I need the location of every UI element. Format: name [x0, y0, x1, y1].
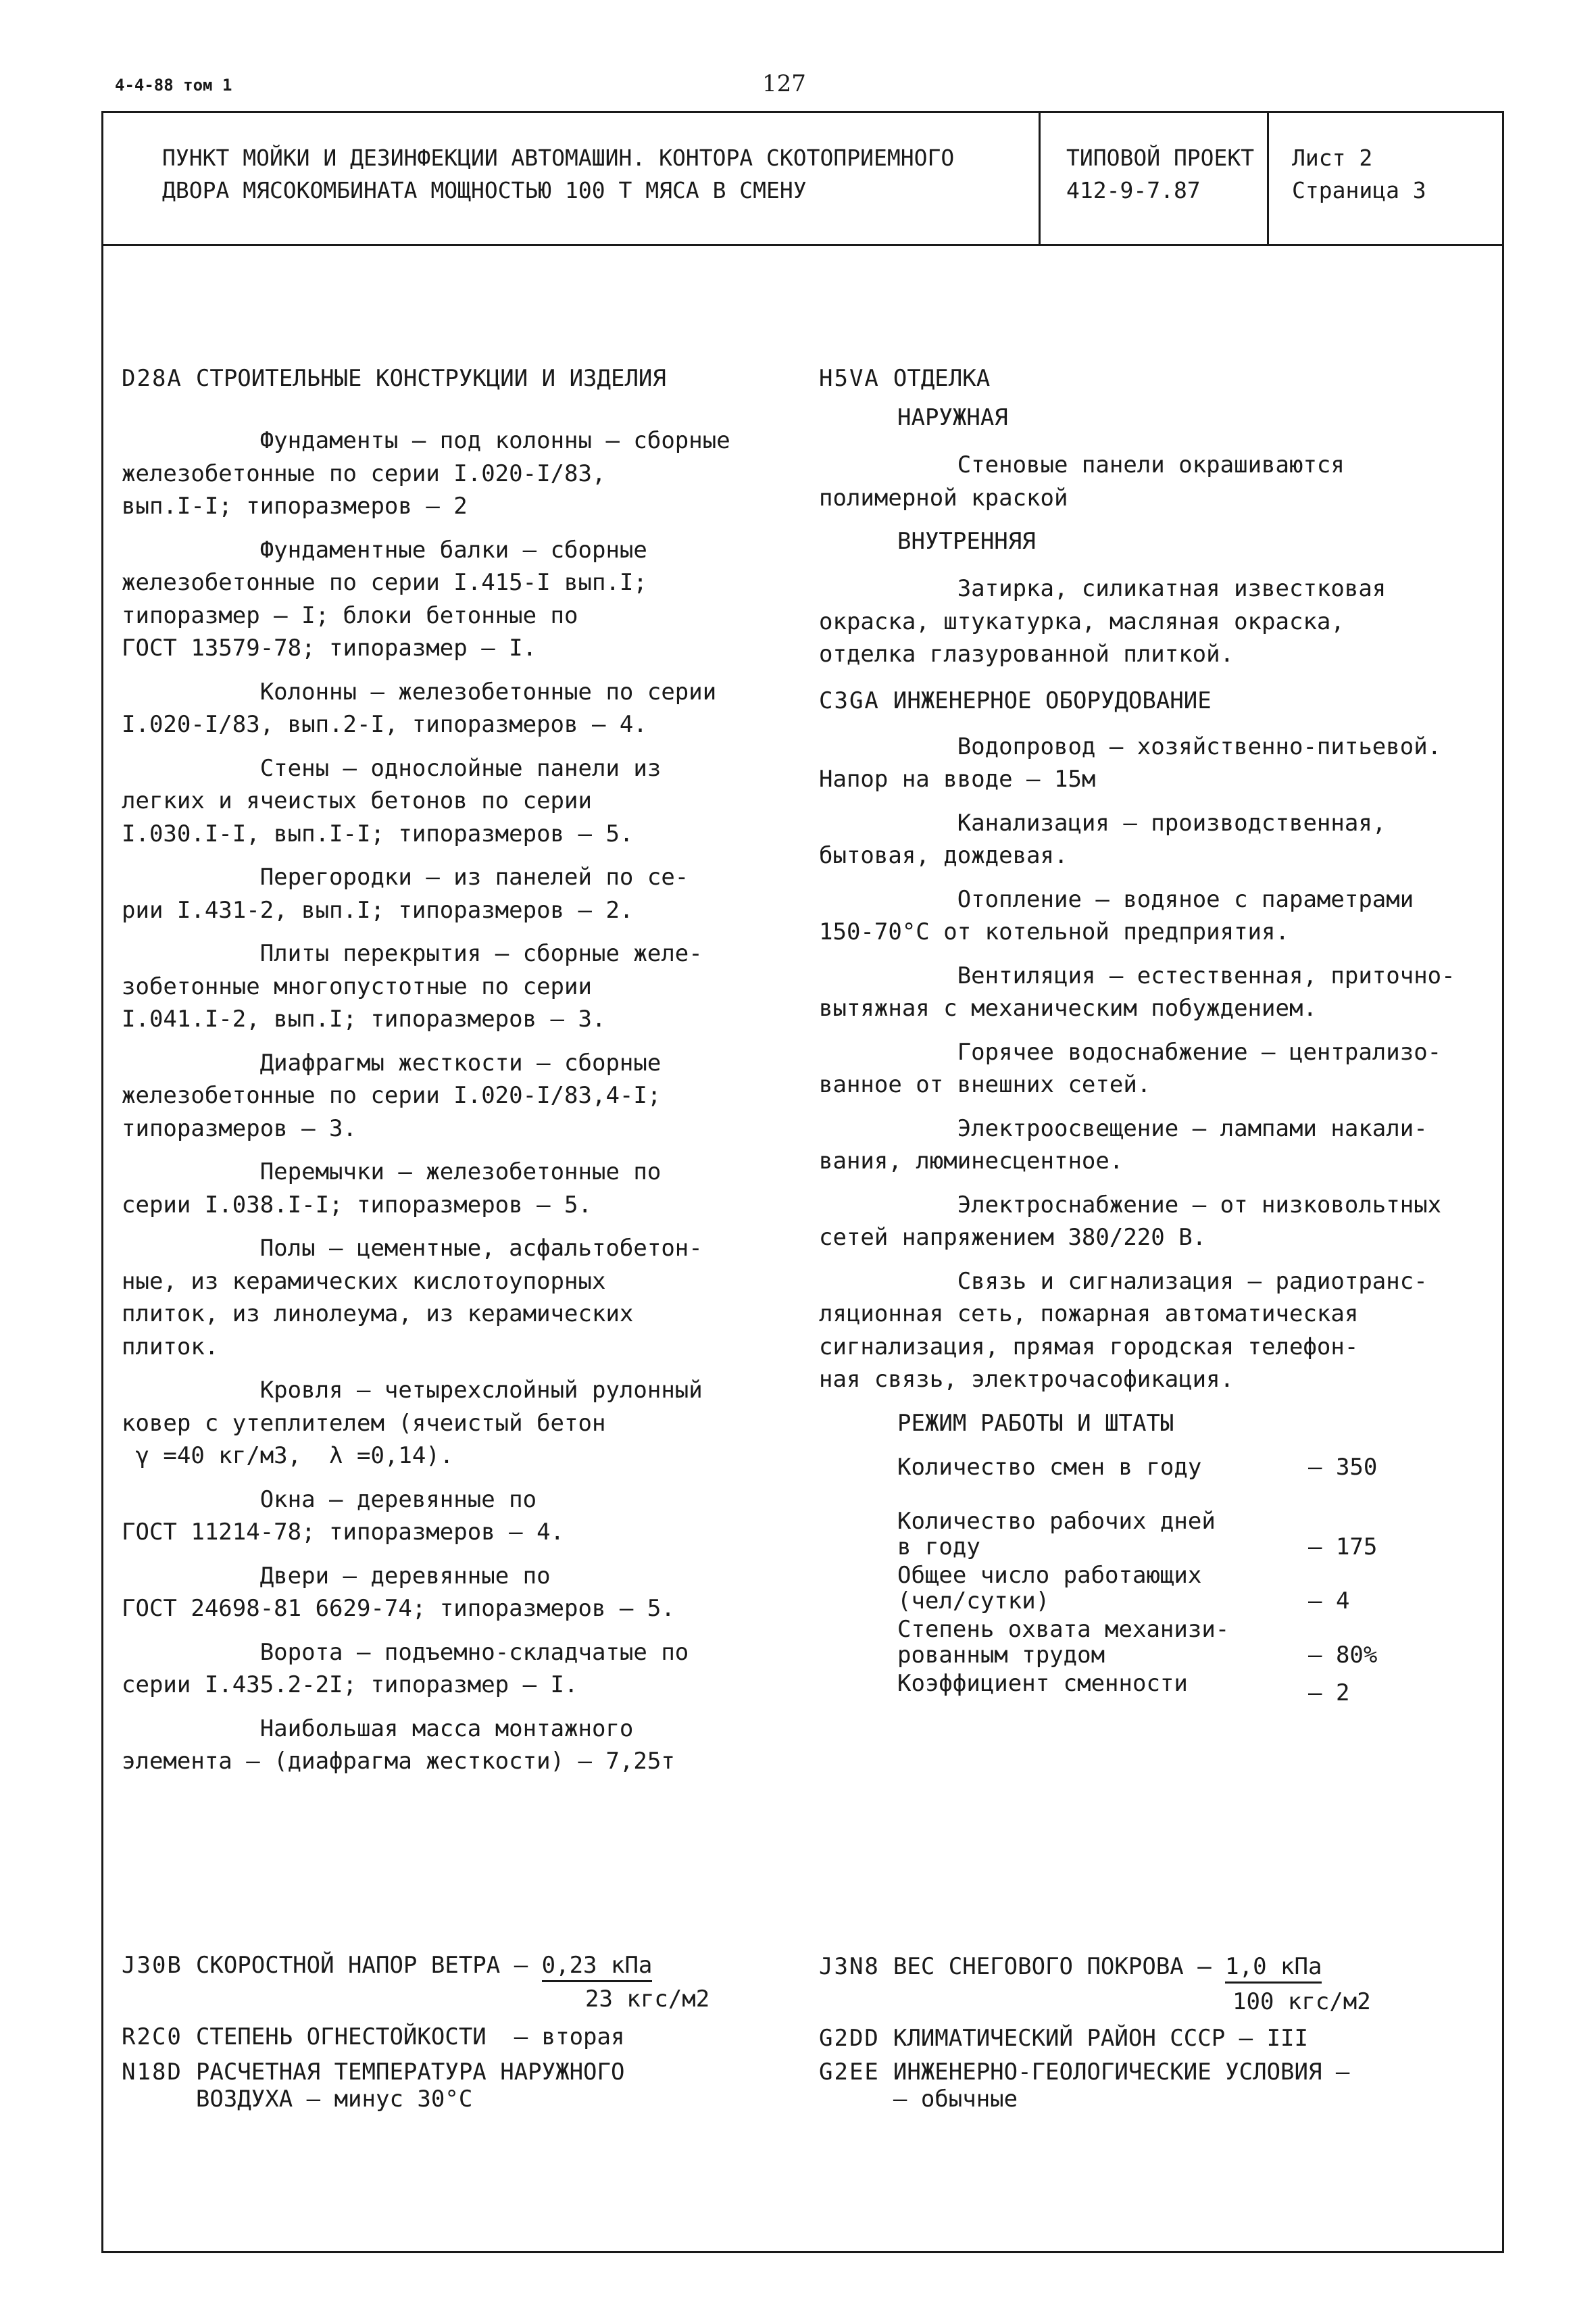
subheading-outer: НАРУЖНАЯ	[897, 404, 1008, 431]
paragraph: Стеновые панели окрашиваются полимерной краской	[819, 451, 1345, 512]
title-block	[101, 111, 1504, 246]
snow-alt-value: 100 кгс/м2	[1232, 1988, 1371, 2015]
paragraph: Двери – деревянные по ГОСТ 24698-81 6629-74; типоразмеров – 5.	[122, 1562, 675, 1622]
paragraph: Полы – цементные, асфальтобетон- ные, из керамических кислотоупорных плиток, из линолеума, из керамических плиток.	[122, 1235, 703, 1360]
snow-load	[819, 1953, 1322, 1984]
construction-list	[122, 424, 811, 1778]
paragraph: Ворота – подъемно-складчатые по серии I.435.2-2I; типоразмер – I.	[122, 1638, 689, 1698]
staff-label: Общее число работающих (чел/сутки)	[897, 1561, 1202, 1615]
paragraph: Фундаментные балки – сборные железобетонные по серии I.415-I вып.I; типоразмер – I; блоки бетонные по ГОСТ 13579-78; типоразмер – I.	[122, 536, 647, 662]
paragraph: Колонны – железобетонные по серии I.020-I/83, вып.2-I, типоразмеров – 4.	[122, 678, 717, 738]
paragraph: Диафрагмы жесткости – сборные железобетонные по серии I.020-I/83,4-I; типоразмеров – 3.	[122, 1049, 662, 1142]
construction-section	[122, 362, 811, 1789]
fire-text: СТЕПЕНЬ ОГНЕСТОЙКОСТИ – вторая	[195, 2023, 625, 2050]
sheet-number: Лист 2	[1292, 145, 1373, 171]
staff-table	[819, 1454, 1495, 1725]
climate-text: КЛИМАТИЧЕСКИЙ РАЙОН СССР – III	[893, 2025, 1308, 2052]
wind-code: J30B	[122, 1952, 182, 1979]
section-code: C3GA	[819, 687, 880, 714]
wind-alt-value: 23 кгс/м2	[585, 1986, 710, 2013]
staff-row	[819, 1508, 1495, 1562]
paragraph: Связь и сигнализация – радиотранс- ляционная сеть, пожарная автоматическая сигнализация, прямая городская телефон- ная связь, электрочасофикация.	[819, 1267, 1428, 1393]
engineering-body	[819, 731, 1495, 1439]
paragraph: Перегородки – из панелей по се- рии I.431-2, вып.I; типоразмеров – 2.	[122, 864, 689, 924]
staff-value: – 4	[1308, 1587, 1350, 1615]
section-heading	[122, 362, 811, 395]
page-label: Страница 3	[1292, 177, 1426, 203]
title-main	[101, 111, 1041, 244]
paragraph: Вентиляция – естественная, приточно- вытяжная с механическим побуждением.	[819, 962, 1455, 1022]
paragraph: Электроосвещение – лампами накали- вания, люминесцентное.	[819, 1114, 1428, 1175]
paragraph: Перемычки – железобетонные по серии I.038.I-I; типоразмеров – 5.	[122, 1158, 662, 1218]
title-line: ДВОРА МЯСОКОМБИНАТА МОЩНОСТЬЮ 100 Т МЯСА В СМЕНУ	[162, 177, 807, 203]
temp-text: РАСЧЕТНАЯ ТЕМПЕРАТУРА НАРУЖНОГО ВОЗДУХА – минус 30°С	[195, 2059, 625, 2113]
staff-label: Количество рабочих дней в году	[897, 1507, 1216, 1560]
staff-label: Коэффициент сменности	[897, 1669, 1188, 1697]
paragraph: Окна – деревянные по ГОСТ 11214-78; типоразмеров – 4.	[122, 1485, 565, 1546]
snow-label: ВЕС СНЕГОВОГО ПОКРОВА –	[893, 1953, 1226, 1980]
title-project	[1041, 111, 1269, 244]
subheading-staff: РЕЖИМ РАБОТЫ И ШТАТЫ	[897, 1409, 1174, 1437]
geo-code: G2EE	[819, 2059, 880, 2086]
temp-code: N18D	[122, 2059, 182, 2086]
paragraph: Электроснабжение – от низковольтных сетей напряжением 380/220 В.	[819, 1191, 1442, 1251]
paragraph: Наибольшая масса монтажного элемента – (диафрагма жесткости) – 7,25т	[122, 1715, 675, 1775]
wind-pressure	[122, 1952, 652, 1982]
staff-value: – 80%	[1308, 1641, 1378, 1669]
series-label: 4-4-88 том 1	[115, 76, 232, 95]
snow-value: 1,0 кПа	[1225, 1953, 1322, 1984]
section-heading	[819, 362, 1495, 395]
section-code: D28A	[122, 365, 182, 392]
subheading-inner: ВНУТРЕННЯЯ	[897, 528, 1036, 555]
section-title: ИНЖЕНЕРНОЕ ОБОРУДОВАНИЕ	[893, 687, 1212, 714]
section-title: СТРОИТЕЛЬНЫЕ КОНСТРУКЦИИ И ИЗДЕЛИЯ	[195, 365, 666, 392]
staff-label: Количество смен в году	[897, 1453, 1202, 1481]
wind-value: 0,23 кПа	[542, 1952, 653, 1982]
paragraph: Затирка, силикатная известковая окраска, штукатурка, масляная окраска, отделка глазурованной плиткой.	[819, 575, 1387, 668]
snow-code: J3N8	[819, 1953, 880, 1980]
geological-conditions	[819, 2059, 1349, 2113]
section-title: ОТДЕЛКА	[893, 365, 991, 392]
staff-row	[819, 1562, 1495, 1617]
staff-row	[819, 1617, 1495, 1671]
project-label: ТИПОВОЙ ПРОЕКТ	[1066, 145, 1255, 171]
paragraph: Кровля – четырехслойный рулонный ковер с утеплителем (ячеистый бетон γ =40 кг/м3, λ =0,14).	[122, 1377, 703, 1469]
geo-text: ИНЖЕНЕРНО-ГЕОЛОГИЧЕСКИЕ УСЛОВИЯ – – обычные	[893, 2059, 1350, 2113]
fire-code: R2C0	[122, 2023, 182, 2050]
paragraph: Горячее водоснабжение – централизо- ванное от внешних сетей.	[819, 1038, 1442, 1098]
finishing-engineering-section	[819, 362, 1495, 1725]
paragraph: Отопление – водяное с параметрами 150-70°С от котельной предприятия.	[819, 885, 1414, 945]
design-temperature	[122, 2059, 624, 2113]
page-number: 127	[762, 70, 806, 97]
climate-region	[819, 2025, 1308, 2052]
title-line: ПУНКТ МОЙКИ И ДЕЗИНФЕКЦИИ АВТОМАШИН. КОНТОРА СКОТОПРИЕМНОГО	[162, 145, 955, 171]
finish-body	[819, 401, 1495, 671]
staff-label: Степень охвата механизи- рованным трудом	[897, 1615, 1230, 1669]
project-number: 412-9-7.87	[1066, 177, 1201, 203]
paragraph: Плиты перекрытия – сборные желе- зобетонные многопустотные по серии I.041.I-2, вып.I; типоразмеров – 3.	[122, 940, 703, 1033]
staff-row	[819, 1671, 1495, 1725]
wind-label: СКОРОСТНОЙ НАПОР ВЕТРА –	[195, 1952, 542, 1979]
paragraph: Канализация – производственная, бытовая, дождевая.	[819, 809, 1387, 869]
title-sheet	[1269, 111, 1504, 244]
paragraph: Водопровод – хозяйственно-питьевой. Напор на вводе – 15м	[819, 733, 1442, 793]
staff-row	[819, 1454, 1495, 1508]
climate-code: G2DD	[819, 2025, 880, 2052]
section-code: H5VA	[819, 365, 880, 392]
staff-value: – 175	[1308, 1533, 1378, 1560]
paragraph: Фундаменты – под колонны – сборные железобетонные по серии I.020-I/83, вып.I-I; типоразмеров – 2	[122, 427, 730, 520]
staff-value: – 350	[1308, 1453, 1378, 1481]
staff-value: – 2	[1308, 1679, 1350, 1706]
fire-resistance	[122, 2023, 624, 2050]
section-heading	[819, 685, 1495, 717]
paragraph: Стены – однослойные панели из легких и ячеистых бетонов по серии I.030.I-I, вып.I-I; типоразмеров – 5.	[122, 754, 662, 847]
